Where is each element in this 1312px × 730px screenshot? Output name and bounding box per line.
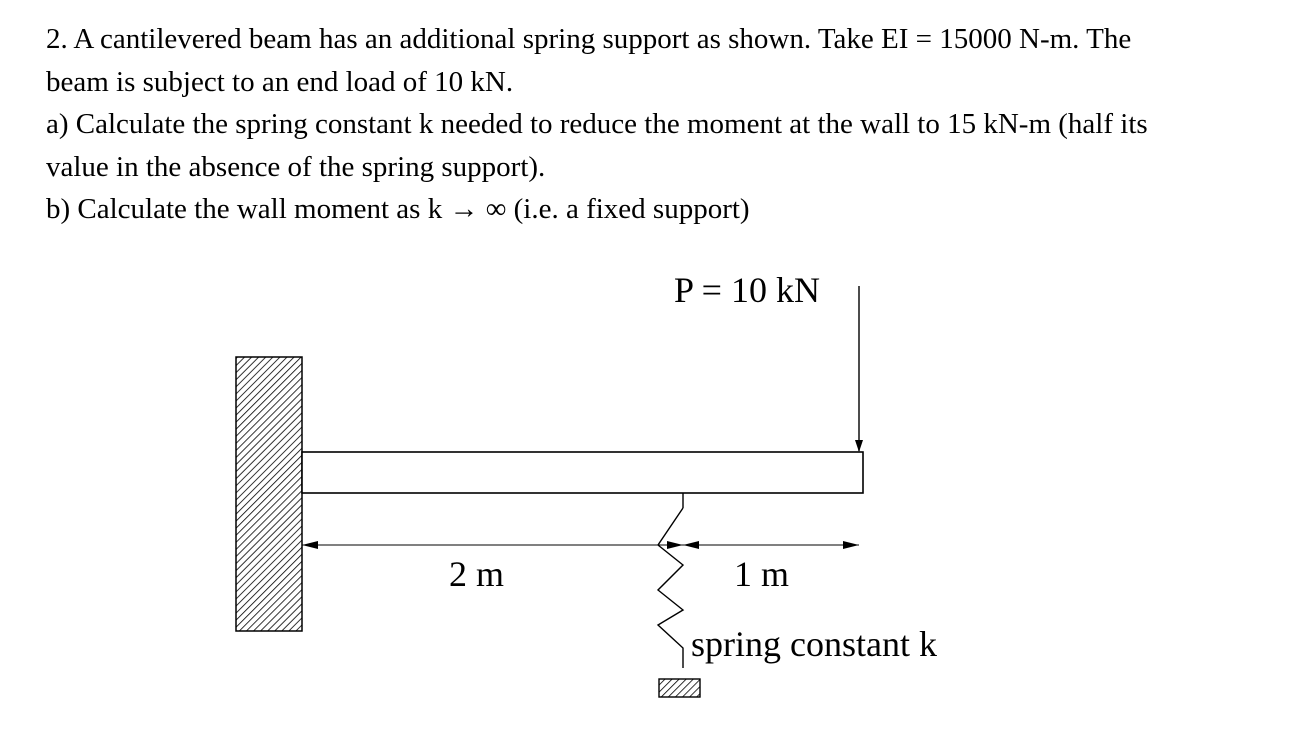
problem-line-1: 2. A cantilevered beam has an additional spring support as shown. Take EI = 15000 N-m. The: [46, 23, 1132, 55]
spring-ground: [659, 679, 700, 697]
dimension-1m: [683, 541, 859, 549]
right-span-label: 1 m: [734, 554, 790, 594]
spring-label: spring constant k: [691, 624, 937, 664]
left-span-label: 2 m: [449, 554, 505, 594]
part-a-line-1: a) Calculate the spring constant k needed to reduce the moment at the wall to 15 kN-m (half its: [46, 108, 1148, 140]
problem-line-2: beam is subject to an end load of 10 kN.: [46, 65, 514, 98]
load-label: P = 10 kN: [674, 270, 820, 310]
wall-support: [236, 357, 302, 631]
part-b: b) Calculate the wall moment as k → ∞ (i.e. a fixed support): [46, 193, 750, 225]
part-a-line-2: value in the absence of the spring support).: [46, 150, 546, 183]
beam: [302, 452, 863, 493]
dimension-2m: [302, 541, 683, 549]
spring-support: [658, 493, 683, 668]
